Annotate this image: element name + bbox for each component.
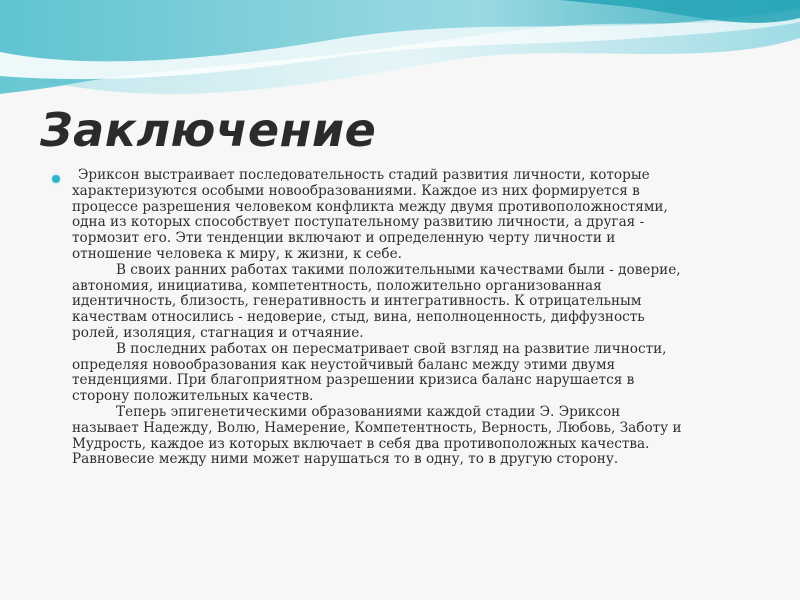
text-line: автономия, инициатива, компетентность, положительно организованная <box>72 277 602 294</box>
text-line: отношение человека к миру, к жизни, к себе. <box>72 245 402 262</box>
text-line: идентичность, близость, генеративность и интегративность. К отрицательным <box>72 293 642 310</box>
text-line: Теперь эпигенетическими образованиями каждой стадии Э. Эриксон <box>116 403 621 420</box>
body-paragraph <box>72 168 758 468</box>
header-wave-decoration <box>0 0 800 110</box>
text-line: ролей, изоляция, стагнация и отчаяние. <box>72 324 364 341</box>
slide-title: Заключение <box>40 103 377 157</box>
bullet-icon <box>52 175 60 183</box>
text-line: Эриксон выстраивает последовательность стадий развития личности, которые <box>78 167 650 183</box>
text-line: определяя новообразования как неустойчивый баланс между этими двумя <box>72 356 616 373</box>
text-line: Мудрость, каждое из которых включает в себя два противоположных качества. <box>72 435 650 452</box>
text-line: качествам относились - недоверие, стыд, вина, неполноценность, диффузность <box>72 309 645 326</box>
text-line: характеризуются особыми новообразованиями. Каждое из них формируется в <box>72 182 640 199</box>
text-line: называет Надежду, Волю, Намерение, Компетентность, Верность, Любовь, Заботу и <box>72 419 682 436</box>
text-line: В последних работах он пересматривает свой взгляд на развитие личности, <box>116 340 667 357</box>
text-line: тормозит его. Эти тенденции включают и определенную черту личности и <box>72 230 616 247</box>
text-line: одна из которых способствует поступательному развитию личности, а другая - <box>72 214 645 231</box>
text-line: тенденциями. При благоприятном разрешении кризиса баланс нарушается в <box>72 372 635 389</box>
text-line: Равновесие между ними может нарушаться то в одну, то в другую сторону. <box>72 451 619 468</box>
text-line: В своих ранних работах такими положительными качествами были - доверие, <box>116 261 681 278</box>
text-line: процессе разрешения человеком конфликта между двумя противоположностями, <box>72 198 668 215</box>
text-line: сторону положительных качеств. <box>72 388 314 405</box>
